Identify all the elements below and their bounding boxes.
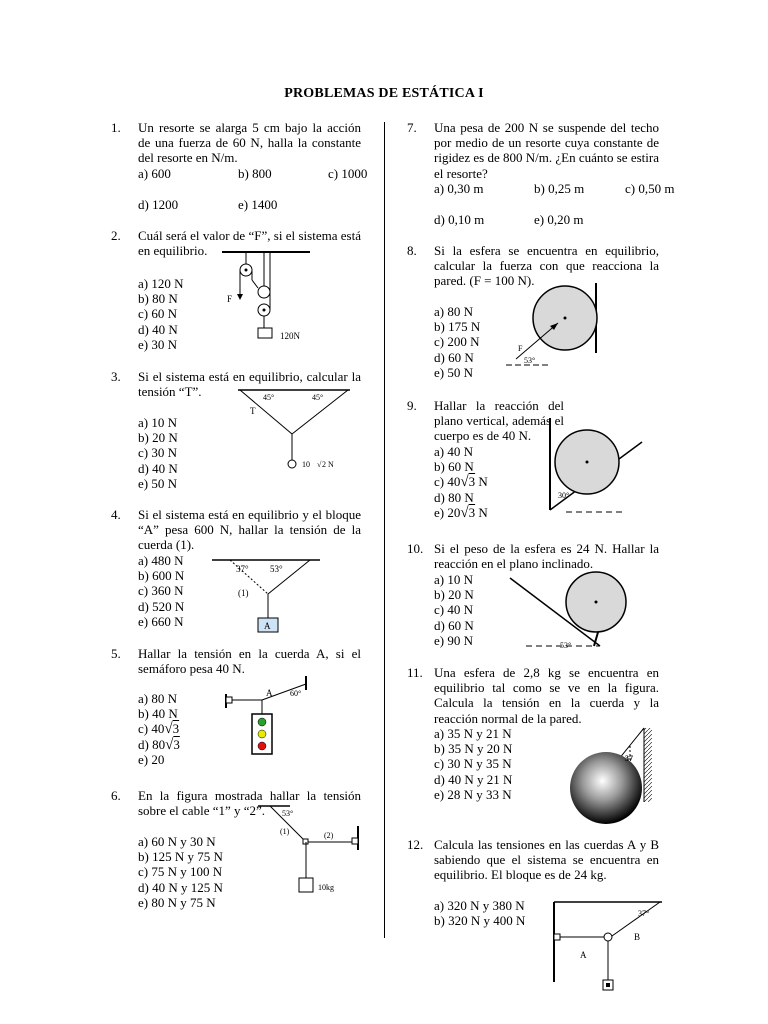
problem-stem: Si el peso de la esfera es 24 N. Hallar la reacción en el plano inclinado. <box>434 541 659 572</box>
option-c: c) 30 N <box>138 445 177 461</box>
angle-left: 45° <box>263 393 275 402</box>
sphere-wall-figure <box>500 283 610 373</box>
option-b: b) 35 N y 20 N <box>434 741 513 757</box>
problem-number: 7. <box>407 120 417 135</box>
option-e: e) 20 <box>138 751 165 767</box>
option-c: c) 200 N <box>434 334 480 350</box>
option-c: c) 360 N <box>138 583 184 599</box>
option-b: b) 40 N <box>138 706 178 722</box>
problem-stem: Hallar la tensión en la cuerda A, si el semáforo pesa 40 N. <box>138 646 361 677</box>
option-d: d) 80√3 <box>138 736 180 753</box>
option-e: e) 28 N y 33 N <box>434 786 512 802</box>
option-d: d) 0,10 m <box>434 212 485 227</box>
angle-label: 37° <box>638 909 650 918</box>
cable-1-label: (1) <box>280 827 290 836</box>
angle-right: 53° <box>270 564 283 574</box>
option-a: a) 480 N <box>138 553 184 568</box>
option-e: e) 20√3 N <box>434 504 488 521</box>
option-b: b) 20 N <box>434 587 474 603</box>
cord-a-label: A <box>580 950 587 960</box>
option-b: b) 20 N <box>138 430 178 446</box>
option-e: e) 1400 <box>238 197 278 212</box>
option-e: e) 30 N <box>138 336 177 352</box>
traffic-light-figure <box>222 676 317 766</box>
suspended-weight-figure <box>230 386 360 476</box>
problem-stem: Calcula las tensiones en las cuerdas A y B sabiendo que el sistema se encuentra en equilibrio. El bloque es de 24 kg. <box>434 837 659 883</box>
option-d: d) 1200 <box>138 197 179 212</box>
option-d: d) 40 N <box>138 321 178 337</box>
option-e: e) 0,20 m <box>534 212 584 227</box>
angle-label: 37 <box>625 754 633 763</box>
option-b: b) 800 <box>238 166 272 181</box>
cord-b-label: B <box>634 932 641 942</box>
option-d: d) 520 N <box>138 598 185 614</box>
problem-number: 4. <box>111 507 121 522</box>
force-label: F <box>227 294 233 304</box>
option-c: c) 40 N <box>434 602 473 618</box>
option-c: c) 1000 <box>328 166 368 181</box>
option-b: b) 600 N <box>138 568 185 584</box>
option-b: b) 0,25 m <box>534 181 585 196</box>
force-label: F <box>518 344 523 353</box>
page-title: PROBLEMAS DE ESTÁTICA I <box>284 86 484 101</box>
option-d: d) 60 N <box>434 349 474 365</box>
option-a: a) 10 N <box>434 572 473 587</box>
option-c: c) 75 N y 100 N <box>138 864 223 880</box>
weight-label: 120N <box>280 331 300 341</box>
option-b: b) 125 N y 75 N <box>138 849 223 865</box>
option-a: a) 80 N <box>138 691 177 706</box>
problem-stem: En la figura mostrada hallar la tensión sobre el cable “1” y “2”. <box>138 788 361 819</box>
problem-number: 1. <box>111 120 121 135</box>
angle-label: 53° <box>524 356 536 365</box>
angle-label: 53° <box>282 809 294 818</box>
problem-stem: Si el sistema está en equilibrio, calcular la tensión “T”. <box>138 369 361 400</box>
option-e: e) 50 N <box>434 364 473 380</box>
cable-mass-figure <box>256 804 366 899</box>
problem-stem: Hallar la reacción del plano vertical, además el cuerpo es de 40 N. <box>434 398 564 444</box>
option-a: a) 40 N <box>434 444 473 459</box>
option-a: a) 320 N y 380 N <box>434 898 525 913</box>
option-b: b) 175 N <box>434 319 481 335</box>
option-d: d) 40 N y 125 N <box>138 879 223 895</box>
problem-number: 8. <box>407 243 417 258</box>
cord-label: (1) <box>238 588 249 598</box>
option-b: b) 60 N <box>434 459 474 475</box>
sphere-string-wall-figure <box>560 726 660 826</box>
angle-left: 37° <box>236 564 249 574</box>
angle-label: 60° <box>290 689 302 698</box>
option-a: a) 120 N <box>138 276 184 291</box>
two-cords-block-figure <box>550 900 665 994</box>
option-c: c) 0,50 m <box>625 181 675 196</box>
problem-stem: Si la esfera se encuentra en equilibrio, calcular la fuerza con que reacciona la pared. (F = 100 N). <box>434 243 659 289</box>
sphere-incline-figure <box>508 568 618 653</box>
option-d: d) 40 N y 21 N <box>434 771 513 787</box>
problem-number: 9. <box>407 398 417 413</box>
option-c: c) 40√3 N <box>434 474 488 491</box>
option-a: a) 0,30 m <box>434 181 484 196</box>
block-label: A <box>264 621 271 631</box>
option-e: e) 80 N y 75 N <box>138 894 216 910</box>
radical-sign: √ <box>317 460 322 469</box>
problem-stem: Una pesa de 200 N se suspende del techo por medio de un resorte cuya constante de rigidez es de 800 N/m. ¿En cuánto se estira el resorte? <box>434 120 659 181</box>
cable-2-label: (2) <box>324 831 334 840</box>
option-a: a) 10 N <box>138 415 177 430</box>
option-e: e) 660 N <box>138 613 184 629</box>
option-c: c) 60 N <box>138 306 177 322</box>
mass-label: 10kg <box>318 883 334 892</box>
problem-number: 12. <box>407 837 424 852</box>
block-cords-figure <box>210 556 325 636</box>
sphere-incline-wall-figure <box>546 418 656 518</box>
option-a: a) 80 N <box>434 304 473 319</box>
angle-label: 30° <box>558 491 570 500</box>
problem-stem: Una esfera de 2,8 kg se encuentra en equilibrio tal como se ve en la figura. Calcula la tensión en la cuerda y la reacción normal de la pared. <box>434 665 659 726</box>
angle-label: 53° <box>560 641 572 650</box>
problem-number: 3. <box>111 369 121 384</box>
option-a: a) 60 N y 30 N <box>138 834 216 849</box>
option-b: b) 80 N <box>138 291 178 307</box>
problem-number: 11. <box>407 665 423 680</box>
option-d: d) 60 N <box>434 617 474 633</box>
option-e: e) 90 N <box>434 632 473 648</box>
problem-stem: Un resorte se alarga 5 cm bajo la acción de una fuerza de 60 N, halla la constante del resorte en N/m. <box>138 120 361 166</box>
option-e: e) 50 N <box>138 475 177 491</box>
option-c: c) 40√3 <box>138 721 180 738</box>
option-a: a) 600 <box>138 166 171 181</box>
weight-value: 10 <box>302 460 310 469</box>
option-c: c) 30 N y 35 N <box>434 756 512 772</box>
problem-number: 6. <box>111 788 121 803</box>
cord-label: A <box>266 688 273 698</box>
weight-radical: 2 <box>322 460 326 469</box>
tension-label: T <box>250 406 256 416</box>
option-d: d) 80 N <box>434 489 474 505</box>
problem-stem: Cuál será el valor de “F”, si el sistema está en equilibrio. <box>138 228 361 259</box>
column-divider <box>384 122 385 938</box>
weight-unit: N <box>328 460 334 469</box>
problem-number: 10. <box>407 541 424 556</box>
option-b: b) 320 N y 400 N <box>434 913 526 929</box>
problem-number: 2. <box>111 228 121 243</box>
option-a: a) 35 N y 21 N <box>434 726 512 741</box>
pulley-figure <box>222 248 312 348</box>
angle-right: 45° <box>312 393 324 402</box>
problem-stem: Si el sistema está en equilibrio y el bloque “A” pesa 600 N, hallar la tensión de la cuerda (1). <box>138 507 361 553</box>
option-d: d) 40 N <box>138 460 178 476</box>
problem-number: 5. <box>111 646 121 661</box>
